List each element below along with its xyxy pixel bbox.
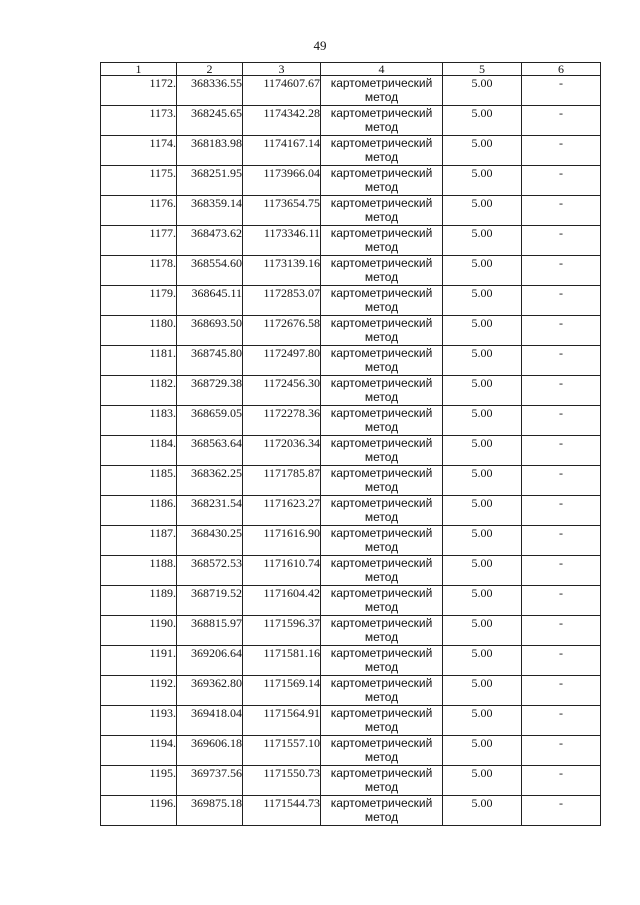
cell-coord-y: 1172853.07 [243,286,321,316]
cell-coord-x: 368745.80 [177,346,243,376]
cell-accuracy: 5.00 [443,586,522,616]
cell-accuracy: 5.00 [443,106,522,136]
page-number: 49 [313,38,327,53]
cell-note: - [522,556,601,586]
cell-coord-y: 1171569.14 [243,676,321,706]
cell-point-number: 1195. [101,766,177,796]
cell-coord-y: 1173139.16 [243,256,321,286]
header-row [101,63,601,76]
cell-coord-x: 368659.05 [177,406,243,436]
cell-accuracy: 5.00 [443,616,522,646]
cell-accuracy: 5.00 [443,766,522,796]
cell-point-number: 1193. [101,706,177,736]
cell-coord-x: 369206.64 [177,646,243,676]
table-row [101,736,601,766]
table-row [101,136,601,166]
cell-note: - [522,586,601,616]
cell-coord-y: 1174342.28 [243,106,321,136]
cell-point-number: 1172. [101,76,177,106]
cell-coord-y: 1171616.90 [243,526,321,556]
cell-note: - [522,706,601,736]
cell-note: - [522,106,601,136]
cell-note: - [522,436,601,466]
cell-point-number: 1178. [101,256,177,286]
header-col-6: 6 [522,63,601,76]
cell-point-number: 1183. [101,406,177,436]
cell-coord-y: 1171544.73 [243,796,321,826]
table-row [101,766,601,796]
cell-coord-x: 369737.56 [177,766,243,796]
cell-coord-y: 1172456.30 [243,376,321,406]
cell-point-number: 1181. [101,346,177,376]
cell-note: - [522,736,601,766]
cell-coord-y: 1171610.74 [243,556,321,586]
cell-note: - [522,496,601,526]
cell-coord-y: 1172676.58 [243,316,321,346]
coordinates-table [100,62,601,826]
table-body [101,76,601,826]
cell-coord-y: 1171596.37 [243,616,321,646]
table-row [101,196,601,226]
cell-coord-x: 368554.60 [177,256,243,286]
cell-method: картометрический метод [321,616,443,646]
table-row [101,556,601,586]
table-row [101,676,601,706]
table-row [101,706,601,736]
cell-point-number: 1187. [101,526,177,556]
cell-coord-y: 1174607.67 [243,76,321,106]
cell-coord-x: 369418.04 [177,706,243,736]
cell-method: картометрический метод [321,196,443,226]
cell-accuracy: 5.00 [443,166,522,196]
table-row [101,466,601,496]
cell-accuracy: 5.00 [443,256,522,286]
cell-coord-y: 1173346.11 [243,226,321,256]
cell-point-number: 1185. [101,466,177,496]
cell-method: картометрический метод [321,466,443,496]
cell-accuracy: 5.00 [443,226,522,256]
cell-method: картометрический метод [321,706,443,736]
cell-method: картометрический метод [321,796,443,826]
cell-coord-x: 368815.97 [177,616,243,646]
cell-note: - [522,346,601,376]
cell-note: - [522,406,601,436]
cell-coord-y: 1171623.27 [243,496,321,526]
cell-point-number: 1191. [101,646,177,676]
header-col-2: 2 [177,63,243,76]
table-row [101,526,601,556]
cell-point-number: 1180. [101,316,177,346]
cell-coord-y: 1171581.16 [243,646,321,676]
cell-method: картометрический метод [321,586,443,616]
cell-coord-x: 368572.53 [177,556,243,586]
cell-accuracy: 5.00 [443,706,522,736]
cell-note: - [522,796,601,826]
cell-point-number: 1177. [101,226,177,256]
cell-coord-y: 1173654.75 [243,196,321,226]
table-row [101,616,601,646]
cell-coord-x: 368719.52 [177,586,243,616]
cell-method: картометрический метод [321,136,443,166]
cell-method: картометрический метод [321,646,443,676]
cell-method: картометрический метод [321,406,443,436]
cell-note: - [522,616,601,646]
header-col-4: 4 [321,63,443,76]
cell-coord-x: 368729.38 [177,376,243,406]
cell-note: - [522,166,601,196]
table-row [101,586,601,616]
cell-coord-x: 368473.62 [177,226,243,256]
cell-method: картометрический метод [321,526,443,556]
cell-point-number: 1182. [101,376,177,406]
table-row [101,76,601,106]
cell-coord-x: 369606.18 [177,736,243,766]
cell-point-number: 1196. [101,796,177,826]
cell-coord-y: 1171785.87 [243,466,321,496]
cell-note: - [522,376,601,406]
cell-method: картометрический метод [321,496,443,526]
cell-accuracy: 5.00 [443,316,522,346]
cell-point-number: 1190. [101,616,177,646]
cell-note: - [522,316,601,346]
cell-point-number: 1194. [101,736,177,766]
cell-method: картометрический метод [321,436,443,466]
cell-point-number: 1184. [101,436,177,466]
cell-coord-x: 368645.11 [177,286,243,316]
cell-method: картометрический метод [321,316,443,346]
cell-point-number: 1174. [101,136,177,166]
cell-method: картометрический метод [321,106,443,136]
cell-accuracy: 5.00 [443,346,522,376]
cell-coord-y: 1172497.80 [243,346,321,376]
cell-accuracy: 5.00 [443,136,522,166]
cell-method: картометрический метод [321,676,443,706]
cell-coord-x: 368430.25 [177,526,243,556]
table-row [101,256,601,286]
cell-coord-x: 368336.55 [177,76,243,106]
cell-coord-x: 369875.18 [177,796,243,826]
cell-note: - [522,76,601,106]
cell-coord-y: 1171564.91 [243,706,321,736]
cell-point-number: 1186. [101,496,177,526]
cell-method: картометрический метод [321,166,443,196]
cell-method: картометрический метод [321,556,443,586]
cell-coord-x: 368245.65 [177,106,243,136]
table-row [101,226,601,256]
cell-accuracy: 5.00 [443,526,522,556]
table-row [101,106,601,136]
table-row [101,346,601,376]
table-row [101,286,601,316]
cell-coord-y: 1172278.36 [243,406,321,436]
cell-note: - [522,256,601,286]
cell-note: - [522,646,601,676]
cell-coord-x: 368231.54 [177,496,243,526]
cell-coord-x: 368359.14 [177,196,243,226]
cell-coord-y: 1171557.10 [243,736,321,766]
cell-method: картометрический метод [321,346,443,376]
cell-coord-x: 368183.98 [177,136,243,166]
cell-point-number: 1192. [101,676,177,706]
cell-note: - [522,136,601,166]
table-row [101,376,601,406]
table-row [101,646,601,676]
cell-accuracy: 5.00 [443,76,522,106]
cell-accuracy: 5.00 [443,496,522,526]
cell-coord-y: 1174167.14 [243,136,321,166]
cell-accuracy: 5.00 [443,736,522,766]
cell-coord-y: 1171604.42 [243,586,321,616]
cell-accuracy: 5.00 [443,556,522,586]
cell-note: - [522,676,601,706]
cell-point-number: 1189. [101,586,177,616]
table-row [101,436,601,466]
cell-method: картометрический метод [321,736,443,766]
cell-note: - [522,226,601,256]
cell-accuracy: 5.00 [443,196,522,226]
cell-note: - [522,286,601,316]
table-row [101,796,601,826]
cell-method: картометрический метод [321,76,443,106]
cell-coord-x: 368693.50 [177,316,243,346]
table-header [101,63,601,76]
table-row [101,406,601,436]
header-col-1: 1 [101,63,177,76]
table-row [101,316,601,346]
cell-point-number: 1176. [101,196,177,226]
cell-coord-y: 1172036.34 [243,436,321,466]
table-row [101,166,601,196]
cell-note: - [522,196,601,226]
cell-coord-x: 369362.80 [177,676,243,706]
cell-coord-x: 368251.95 [177,166,243,196]
cell-accuracy: 5.00 [443,646,522,676]
cell-coord-y: 1171550.73 [243,766,321,796]
cell-accuracy: 5.00 [443,796,522,826]
cell-note: - [522,766,601,796]
cell-note: - [522,526,601,556]
cell-coord-x: 368362.25 [177,466,243,496]
cell-accuracy: 5.00 [443,406,522,436]
cell-coord-x: 368563.64 [177,436,243,466]
cell-method: картометрический метод [321,256,443,286]
cell-accuracy: 5.00 [443,286,522,316]
cell-point-number: 1175. [101,166,177,196]
cell-method: картометрический метод [321,226,443,256]
cell-point-number: 1188. [101,556,177,586]
cell-method: картометрический метод [321,766,443,796]
cell-point-number: 1173. [101,106,177,136]
header-col-5: 5 [443,63,522,76]
cell-accuracy: 5.00 [443,676,522,706]
cell-accuracy: 5.00 [443,436,522,466]
cell-accuracy: 5.00 [443,376,522,406]
cell-method: картометрический метод [321,286,443,316]
cell-point-number: 1179. [101,286,177,316]
table-row [101,496,601,526]
cell-accuracy: 5.00 [443,466,522,496]
cell-method: картометрический метод [321,376,443,406]
cell-coord-y: 1173966.04 [243,166,321,196]
cell-note: - [522,466,601,496]
header-col-3: 3 [243,63,321,76]
